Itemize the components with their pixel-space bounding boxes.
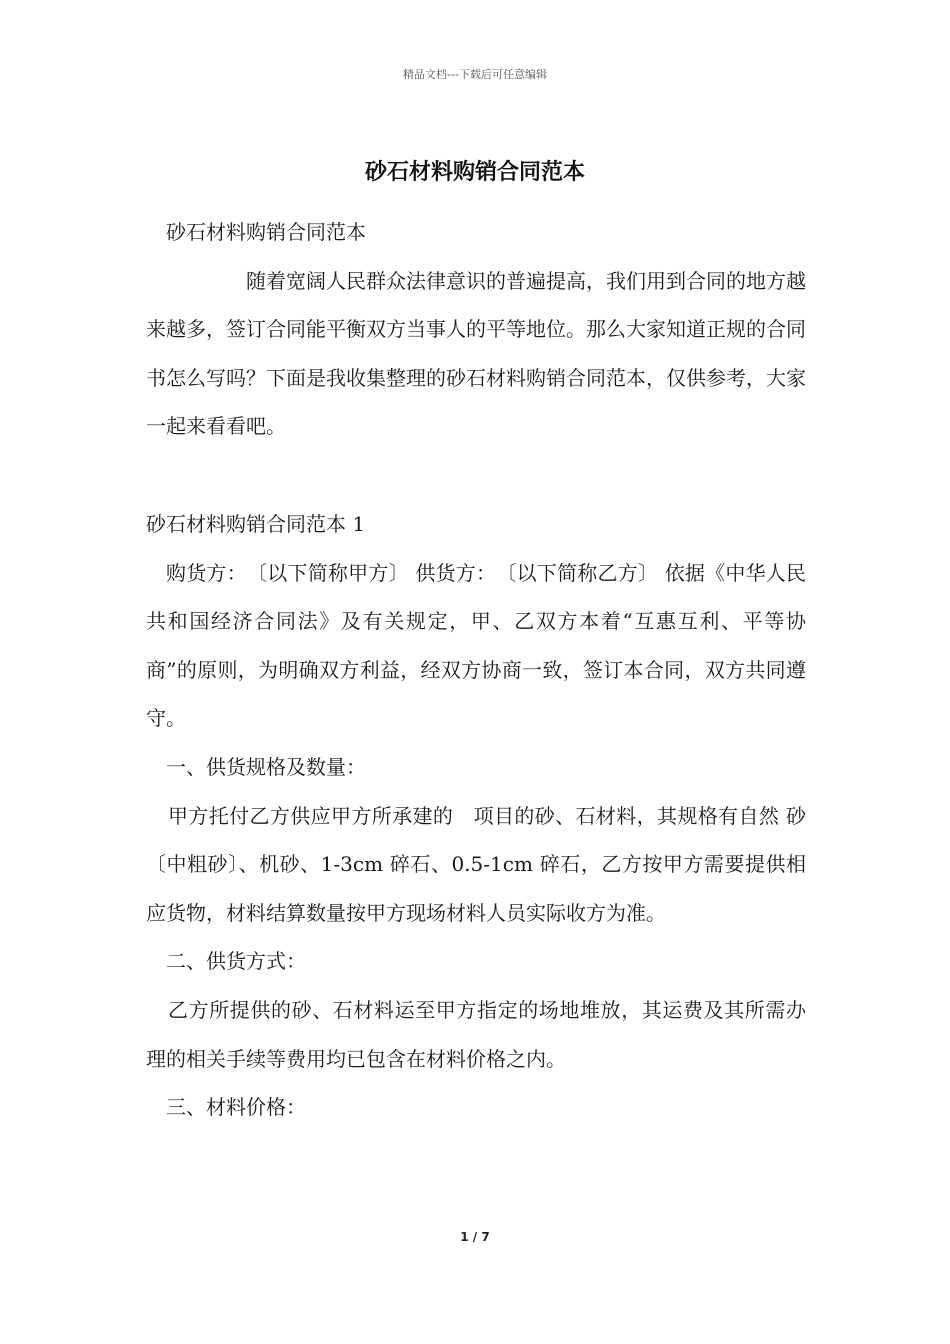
intro-paragraph: 随着宽阔人民群众法律意识的普遍提高，我们用到合同的地方越来越多，签订合同能平衡双方当事人的平等地位。那么大家知道正规的合同书怎么写吗？下面是我收集整理的砂石材料购销合同范本，仅供参考，大家一起来看看吧。 — [146, 268, 806, 439]
document-body — [146, 208, 806, 1132]
parties-paragraph: 购货方： 〔以下简称甲方〕 供货方： 〔以下简称乙方〕 依据《中华人民共和国经济合同法》及有关规定，甲、乙双方本着“互惠互利、平等协商”的原则，为明确双方利益，经双方协商一致，签订本合同，双方共同遵守。 — [146, 560, 806, 731]
document-title: 砂石材料购销合同范本 — [364, 160, 585, 185]
clause-heading-2: 二、供货方式： — [166, 949, 306, 974]
clause-body-2: 乙方所提供的砂、石材料运至甲方指定的场地堆放，其运费及其所需办理的相关手续等费用均已包含在材料价格之内。 — [146, 997, 806, 1071]
clause-heading-3: 三、材料价格： — [166, 1095, 306, 1120]
clause-body-1: 甲方托付乙方供应甲方所承建的 项目的砂、石材料，其规格有自然 砂〔中粗砂〕、机砂、1-3cm 碎石、0.5-1cm 碎石，乙方按甲方需要提供相应货物，材料结算数量按甲方现场材料人员实际收方为准。 — [146, 803, 806, 925]
page-header: 精品文档---下载后可任意编辑 — [403, 68, 547, 81]
blank-line — [146, 451, 806, 500]
page-number: 1 / 7 — [460, 1230, 490, 1244]
clause-heading-1: 一、供货规格及数量： — [166, 754, 366, 779]
subtitle-paragraph: 砂石材料购销合同范本 — [166, 220, 366, 244]
section-heading-sample-1: 砂石材料购销合同范本 1 — [146, 511, 366, 536]
